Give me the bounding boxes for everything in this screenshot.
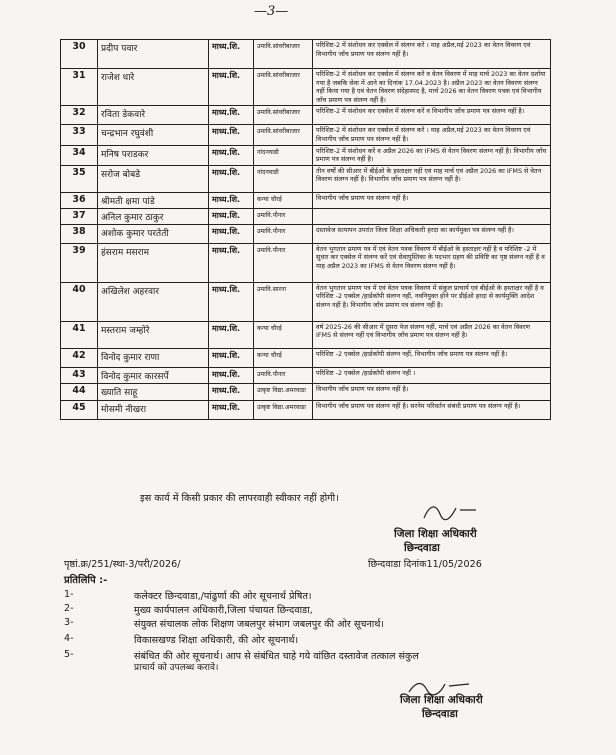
remark-cell: वेतन भुगतान प्रमाण पत्र में एवं वेतन पत्रक विवरण में बीईओ के हस्ताक्षर नहीं है व परिशिष्ट -2 में सुधार कर एक्सेल में संलग्न करें एवं सेवापुस्तिका के पदभार ग्रहण की प्रविष्टि का पृष्ठ संलग्न नहीं है व माह अप्रैल 2023 का IFMS से वेतन विवरण संलग्न नहीं है। bbox=[313, 243, 551, 282]
name-cell: हंसराम मसराम bbox=[98, 243, 209, 282]
name-cell: विनोद कुमार कारसर्पे bbox=[98, 367, 209, 383]
name-cell: अशोक कुमार परतेती bbox=[98, 224, 209, 243]
school-cell: उत्कृष्ट विद्या.अमरवाडा bbox=[254, 383, 313, 400]
signatory-place-2: छिन्दवाडा bbox=[422, 708, 458, 720]
table-row bbox=[61, 282, 551, 321]
serial-number-cell: 45 bbox=[61, 400, 98, 419]
table-row bbox=[61, 106, 551, 125]
table-row bbox=[61, 224, 551, 243]
name-cell: ख्याति साहू bbox=[98, 383, 209, 400]
serial-number-cell: 35 bbox=[61, 165, 98, 192]
table-row bbox=[61, 367, 551, 383]
post-cell: माध्य.शि. bbox=[209, 383, 254, 400]
table-row bbox=[61, 40, 551, 69]
remark-cell: वेतन भुगतान प्रमाण पत्र में एवं वेतन पत्रक विवरण में संकुल प्राचार्य एवं बीईओ के हस्ताक्षर नहीं है व परिशिष्ट -2 एक्सेल /हार्डकॉपी संलग्न नहीं, नवनियुक्त होने पर डीईओ हरदा से कार्यमुक्ति आदेश संलग्न नहीं है। विभागीय जाँच प्रमाण पत्र संलग्न नहीं है। bbox=[313, 282, 551, 321]
post-cell: माध्य.शि. bbox=[209, 165, 254, 192]
remark-cell: परिशिष्ट-2 में संशोधन कर एक्सेल में संलग्न करें व विभागीय जाँच प्रमाण पत्र संलग्न नहीं है। bbox=[313, 106, 551, 125]
post-cell: माध्य.शि. bbox=[209, 400, 254, 419]
school-cell: उमावि.पौनार bbox=[254, 243, 313, 282]
cc-item-number: 2- bbox=[64, 603, 74, 614]
serial-number-cell: 43 bbox=[61, 367, 98, 383]
school-cell: उमावि.पौनार bbox=[254, 367, 313, 383]
serial-number-cell: 30 bbox=[61, 40, 98, 69]
school-cell: उत्कृष्ट विद्या.अमरवाडा bbox=[254, 400, 313, 419]
signatory-title-2: जिला शिक्षा अधिकारी bbox=[400, 694, 483, 706]
name-cell: प्रदीप पवार bbox=[98, 40, 209, 69]
table-row bbox=[61, 208, 551, 224]
name-cell: मनिष पराडकर bbox=[98, 145, 209, 165]
staff-table bbox=[60, 39, 551, 420]
school-cell: कन्या चौरई bbox=[254, 321, 313, 348]
cc-item bbox=[64, 589, 312, 602]
cc-item-text: कलेक्टर छिन्दवाडा,/पांढुर्णा की ओर सूचनार्थ प्रेषित। bbox=[134, 591, 312, 602]
post-cell: माध्य.शि. bbox=[209, 321, 254, 348]
school-cell: उमावि.सारना bbox=[254, 282, 313, 321]
cc-item bbox=[64, 617, 385, 630]
serial-number-cell: 40 bbox=[61, 282, 98, 321]
name-cell: अनिल कुमार ठाकुर bbox=[98, 208, 209, 224]
serial-number-cell: 36 bbox=[61, 192, 98, 208]
cc-item-text: संबंधित की ओर सूचनार्थ। आप से संबंधित चाहे गये वांछित दस्तावेज तत्काल संकुल bbox=[134, 651, 419, 662]
remark-cell: विभागीय जाँच प्रमाण पत्र संलग्न नहीं है। सरनेम परिवर्तन संबंधी प्रमाण पत्र संलग्न नहीं है। bbox=[313, 400, 551, 419]
school-cell: नांदनवाडी bbox=[254, 165, 313, 192]
post-cell: माध्य.शि. bbox=[209, 367, 254, 383]
serial-number-cell: 34 bbox=[61, 145, 98, 165]
post-cell: माध्य.शि. bbox=[209, 106, 254, 125]
school-cell: उमावि.पौनार bbox=[254, 224, 313, 243]
remark-cell: दस्तावेज सत्यापन उपरांत जिला शिक्षा अधिकारी हरदा का कार्यमुक्त पत्र संलग्न नहीं है। bbox=[313, 224, 551, 243]
post-cell: माध्य.शि. bbox=[209, 125, 254, 145]
serial-number-cell: 42 bbox=[61, 348, 98, 367]
cc-extra-line: प्राचार्य को उपलब्ध करावे। bbox=[134, 663, 219, 673]
post-cell: माध्य.शि. bbox=[209, 69, 254, 106]
name-cell: विनोद कुमार राणा bbox=[98, 348, 209, 367]
name-cell: सरोज बोबडे bbox=[98, 165, 209, 192]
name-cell: चन्द्रभान रघुवंशी bbox=[98, 125, 209, 145]
name-cell: अखिलेश अहरवार bbox=[98, 282, 209, 321]
school-cell: उमावि.सांवरीबाजार bbox=[254, 69, 313, 106]
table-row bbox=[61, 383, 551, 400]
cc-item-text: संयुक्त संचालक लोक शिक्षण जबलपुर संभाग जबलपुर की ओर सूचनार्थ। bbox=[134, 619, 385, 630]
remark-cell: परिशिष्ट-2 में संशोधन कर एक्सेल में संलग्न करें । माह अप्रैल,मई 2023 का वेतन विवरण एवं विभागीय जाँच प्रमाण पत्र संलग्न नहीं है। bbox=[313, 125, 551, 145]
name-cell: राजेश धारे bbox=[98, 69, 209, 106]
remark-cell: विभागीय जाँच प्रमाण पत्र संलग्न नहीं है। bbox=[313, 192, 551, 208]
table-row bbox=[61, 165, 551, 192]
remark-cell bbox=[313, 208, 551, 224]
table-row bbox=[61, 321, 551, 348]
signatory-title: जिला शिक्षा अधिकारी bbox=[394, 528, 477, 540]
serial-number-cell: 32 bbox=[61, 106, 98, 125]
table-row bbox=[61, 243, 551, 282]
school-cell: उमावि.सांवरीबाजार bbox=[254, 106, 313, 125]
table-row bbox=[61, 69, 551, 106]
school-cell: उमावि.सांवरीबाजार bbox=[254, 40, 313, 69]
cc-item-text: विकासखण्ड शिक्षा अधिकारी, की ओर सूचनार्थ। bbox=[134, 635, 299, 646]
page-marker: —3— bbox=[254, 4, 289, 19]
table-row bbox=[61, 348, 551, 367]
closing-note: इस कार्य में किसी प्रकार की लापरवाही स्वीकार नहीं होगी। bbox=[140, 493, 339, 504]
serial-number-cell: 44 bbox=[61, 383, 98, 400]
remark-cell: परिशिष्ट-2 में संशोधन कर एक्सेल में संलग्न करें व वेतन विवरण में माह मार्च 2023 का वेतन दर्शाया गया है जबकि सेवा में आने का दिनांक 17.04.2023 है। अप्रैल 2023 का वेतन विवरण संलग्न नहीं किया गया है एवं वेतन विवरण संदेहास्पद है, मार्च 2026 का वेतन विवरण पत्रक एवं विभागीय जाँच प्रमाण पत्र संलग्न नहीं है। bbox=[313, 69, 551, 106]
remark-cell: परिशिष्ट -2 एक्सेल /हार्डकॉपी संलग्न नहीं । bbox=[313, 367, 551, 383]
signature-block-1 bbox=[394, 527, 477, 555]
school-cell: उमावि.पौनार bbox=[254, 208, 313, 224]
post-cell: माध्य.शि. bbox=[209, 208, 254, 224]
name-cell: मस्तराम जम्होरे bbox=[98, 321, 209, 348]
school-cell: कन्या चौरई bbox=[254, 192, 313, 208]
remark-cell: तीन वर्षों की सीआर में बीईओ के हस्ताक्षर नहीं एवं माह मार्च एवं अप्रैल 2026 का IFMS से वेतन विवरण संलग्न नहीं है। विभागीय जाँच प्रमाण पत्र संलग्न नहीं है। bbox=[313, 165, 551, 192]
serial-number-cell: 39 bbox=[61, 243, 98, 282]
post-cell: माध्य.शि. bbox=[209, 243, 254, 282]
cc-item-text: मुख्य कार्यपालन अधिकारी,जिला पंचायत छिन्दवाडा, bbox=[134, 605, 313, 616]
remark-cell: परिशिष्ट -2 एक्सेल /हार्डकॉपी संलग्न नहीं, विभागीय जाँच प्रमाण पत्र संलग्न नहीं है। bbox=[313, 348, 551, 367]
post-cell: माध्य.शि. bbox=[209, 282, 254, 321]
serial-number-cell: 38 bbox=[61, 224, 98, 243]
name-cell: मोसमी नीखरा bbox=[98, 400, 209, 419]
date-line: छिन्दवाडा दिनांक11/05/2026 bbox=[368, 559, 482, 570]
name-cell: श्रीमती क्षमा पांडे bbox=[98, 192, 209, 208]
school-cell: कन्या चौरई bbox=[254, 348, 313, 367]
table-row bbox=[61, 145, 551, 165]
remark-cell: परिशिष्ट-2 में संशोधन कर एक्सेल में संलग्न करें । माह अप्रैल,मई 2023 का वेतन विवरण एवं विभागीय जाँच प्रमाण पत्र संलग्न नहीं है। bbox=[313, 40, 551, 69]
post-cell: माध्य.शि. bbox=[209, 145, 254, 165]
school-cell: नांदनवाडी bbox=[254, 145, 313, 165]
table-row bbox=[61, 125, 551, 145]
post-cell: माध्य.शि. bbox=[209, 224, 254, 243]
signature-block-2 bbox=[400, 693, 483, 721]
remark-cell: परिशिष्ट-2 में संशोधन करें व अप्रैल 2026 का IFMS से वेतन विवरण संलग्न नहीं है। विभागीय जाँच प्रमाण पत्र संलग्न नहीं है। bbox=[313, 145, 551, 165]
cc-item-number: 4- bbox=[64, 633, 74, 644]
cc-item bbox=[64, 649, 419, 662]
name-cell: रविता डेकवारे bbox=[98, 106, 209, 125]
table-row bbox=[61, 192, 551, 208]
cc-item bbox=[64, 603, 313, 616]
serial-number-cell: 33 bbox=[61, 125, 98, 145]
cc-item-number: 3- bbox=[64, 617, 74, 628]
cc-item bbox=[64, 633, 299, 646]
cc-heading: प्रतिलिपि :- bbox=[64, 575, 108, 586]
post-cell: माध्य.शि. bbox=[209, 192, 254, 208]
serial-number-cell: 41 bbox=[61, 321, 98, 348]
reference-number: पृष्ठां.क्र/251/स्था-3/परी/2026/ bbox=[64, 559, 181, 570]
table-row bbox=[61, 400, 551, 419]
serial-number-cell: 37 bbox=[61, 208, 98, 224]
signature-scribble-1 bbox=[420, 500, 480, 522]
remark-cell: विभागीय जाँच प्रमाण पत्र संलग्न नहीं है। bbox=[313, 383, 551, 400]
post-cell: माध्य.शि. bbox=[209, 40, 254, 69]
cc-item-number: 1- bbox=[64, 589, 74, 600]
signatory-place: छिन्दवाडा bbox=[404, 542, 440, 554]
serial-number-cell: 31 bbox=[61, 69, 98, 106]
remark-cell: वर्ष 2025-26 की सीआर में दुसरा पेज संलग्न नहीं, मार्च एवं अप्रैल 2026 का वेतन विवरण IFMS से संलग्न नहीं एवं विभागीय जाँच प्रमाण पत्र संलग्न नहीं है। bbox=[313, 321, 551, 348]
post-cell: माध्य.शि. bbox=[209, 348, 254, 367]
cc-item-number: 5- bbox=[64, 649, 74, 660]
school-cell: उमावि.सांवरीबाजार bbox=[254, 125, 313, 145]
